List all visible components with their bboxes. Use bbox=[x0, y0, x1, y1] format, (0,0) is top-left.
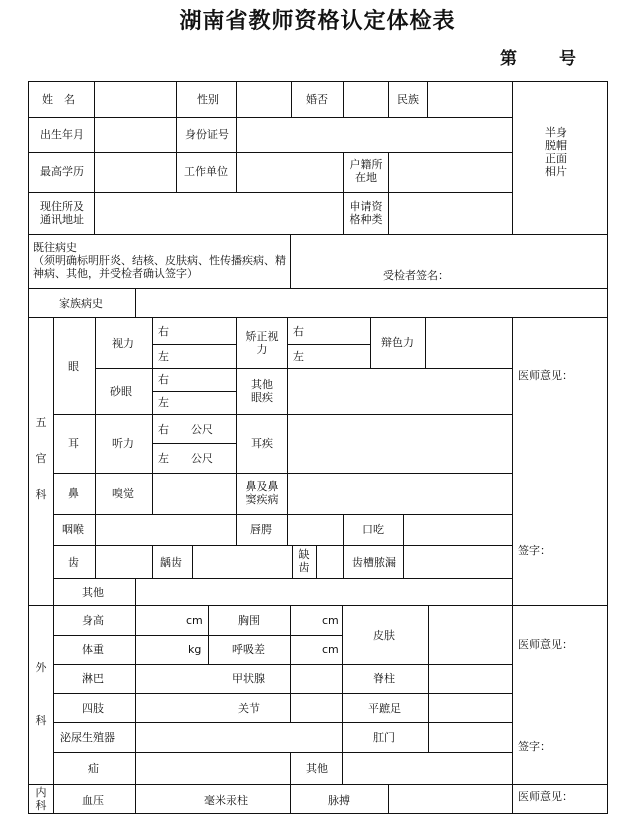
corrected-vision-label: 矫正视 力 bbox=[245, 330, 279, 356]
vision-label: 视力 bbox=[112, 337, 134, 350]
lymph-label: 淋巴 bbox=[82, 672, 104, 685]
blood-pressure-unit: 毫米汞柱 bbox=[204, 794, 248, 807]
nose-label: 鼻 bbox=[68, 487, 79, 500]
vision-right-label: 右 bbox=[158, 325, 169, 338]
skin-label: 皮肤 bbox=[373, 629, 395, 642]
joints-label: 关节 bbox=[238, 702, 260, 715]
hukou-label: 户籍所 在地 bbox=[349, 158, 383, 184]
neike-doctor-opinion-label: 医师意见： bbox=[518, 790, 573, 803]
number-prefix: 第 bbox=[500, 49, 517, 69]
id-card-label: 身份证号 bbox=[185, 128, 229, 141]
waike-section-label: 外 科 bbox=[35, 661, 47, 727]
cert-type-label: 申请资 格种类 bbox=[349, 200, 383, 226]
blood-pressure-label: 血压 bbox=[82, 794, 104, 807]
waike-other-label: 其他 bbox=[306, 762, 328, 775]
spine-label: 脊柱 bbox=[373, 672, 395, 685]
ethnicity-label: 民族 bbox=[397, 93, 419, 106]
anus-label: 肛门 bbox=[373, 731, 395, 744]
height-label: 身高 bbox=[82, 614, 104, 627]
marital-label: 婚否 bbox=[306, 93, 328, 106]
corrected-right-label: 右 bbox=[293, 325, 304, 338]
wuguan-signature-label: 签字： bbox=[518, 544, 551, 557]
weight-label: 体重 bbox=[82, 643, 104, 656]
caries-label: 龋齿 bbox=[160, 556, 182, 569]
hearing-left-label: 左 公尺 bbox=[158, 452, 213, 465]
breath-diff-label: 呼吸差 bbox=[232, 643, 265, 656]
number-suffix: 号 bbox=[559, 49, 576, 69]
breath-diff-unit: cm bbox=[322, 643, 339, 656]
wuguan-doctor-opinion-label: 医师意见： bbox=[518, 369, 573, 382]
chest-label: 胸围 bbox=[238, 614, 260, 627]
flatfoot-label: 平蹠足 bbox=[368, 702, 401, 715]
waike-doctor-opinion-label: 医师意见： bbox=[518, 638, 573, 651]
hearing-label: 听力 bbox=[112, 437, 134, 450]
workplace-label: 工作单位 bbox=[184, 165, 228, 178]
gender-label: 性别 bbox=[197, 93, 219, 106]
wuguan-other-label: 其他 bbox=[82, 586, 104, 599]
birth-label: 出生年月 bbox=[40, 128, 84, 141]
address-label: 现住所及 通讯地址 bbox=[40, 200, 84, 226]
waike-signature-label: 签字： bbox=[518, 740, 551, 753]
examinee-signature-label: 受检者签名： bbox=[383, 269, 449, 282]
trachoma-right-label: 右 bbox=[158, 373, 169, 386]
weight-unit: kg bbox=[188, 643, 202, 656]
ear-disease-label: 耳疾 bbox=[251, 437, 273, 450]
limbs-label: 四肢 bbox=[82, 702, 104, 715]
chest-unit: cm bbox=[322, 614, 339, 627]
education-label: 最高学历 bbox=[40, 165, 84, 178]
family-history-label: 家族病史 bbox=[59, 297, 103, 310]
trachoma-left-label: 左 bbox=[158, 396, 169, 409]
thyroid-label: 甲状腺 bbox=[232, 672, 265, 685]
neike-section-label: 内 科 bbox=[35, 786, 47, 812]
corrected-left-label: 左 bbox=[293, 350, 304, 363]
teeth-label: 齿 bbox=[68, 556, 79, 569]
stutter-label: 口吃 bbox=[362, 523, 384, 536]
page-title: 湖南省教师资格认定体检表 bbox=[179, 8, 456, 34]
color-vision-label: 辩色力 bbox=[381, 336, 414, 349]
sinus-disease-label: 鼻及鼻 窦疾病 bbox=[245, 480, 279, 506]
other-eye-disease-label: 其他 眼疾 bbox=[251, 378, 273, 404]
height-unit: cm bbox=[186, 614, 203, 627]
wuguan-section-label: 五 官 科 bbox=[35, 416, 47, 501]
hernia-label: 疝 bbox=[88, 762, 99, 775]
throat-label: 咽喉 bbox=[62, 523, 84, 536]
photo-placeholder: 半身 脱帽 正面 相片 bbox=[545, 126, 567, 178]
eye-label: 眼 bbox=[68, 360, 79, 373]
pulse-label: 脉搏 bbox=[328, 794, 350, 807]
past-history-label: 既往病史 （须明确标明肝炎、结核、皮肤病、性传播疾病、精 神病、其他，并受检者确认签字） bbox=[33, 241, 286, 280]
trachoma-label: 砂眼 bbox=[110, 385, 132, 398]
smell-label: 嗅觉 bbox=[112, 487, 134, 500]
urogenital-label: 泌尿生殖器 bbox=[60, 731, 115, 744]
cleft-lip-label: 唇腭 bbox=[250, 523, 272, 536]
missing-teeth-label: 缺 齿 bbox=[298, 548, 310, 574]
hearing-right-label: 右 公尺 bbox=[158, 423, 213, 436]
pyorrhea-label: 齿槽脓漏 bbox=[352, 556, 396, 569]
ear-label: 耳 bbox=[68, 437, 79, 450]
name-label: 姓 名 bbox=[42, 93, 75, 106]
vision-left-label: 左 bbox=[158, 350, 169, 363]
